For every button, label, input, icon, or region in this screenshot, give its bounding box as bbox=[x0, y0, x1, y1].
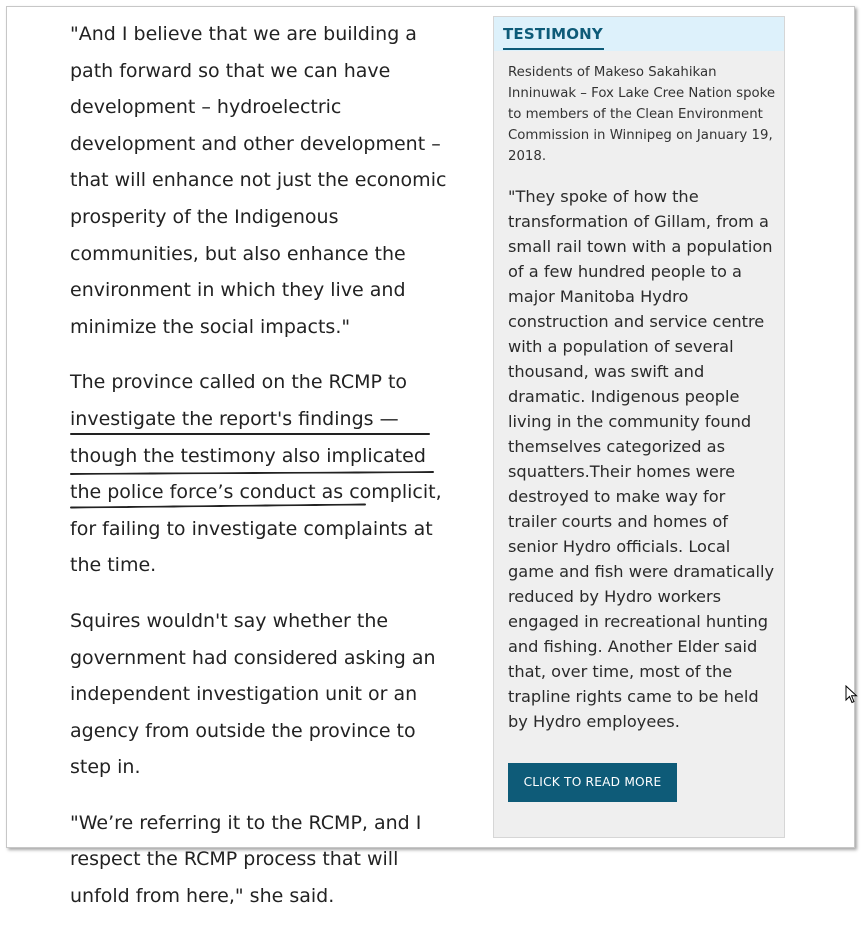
testimony-sidebar bbox=[493, 16, 785, 838]
sidebar-quote: "They spoke of how the transformation of Gillam, from a small rail town with a population of a few hundred people to a major Manitoba Hydro construction and service centre with a population of several thousand, was swift and dramatic. Indigenous people living in the community found themselves categorized as squatters.Their homes were destroyed to make way for trailer courts and homes of senior Hydro officials. Local game and fish were dramatically reduced by Hydro workers engaged in recreational hunting and fishing. Another Elder said that, over time, most of the trapline rights came to be held by Hydro employees. bbox=[508, 187, 775, 731]
underline-annotation bbox=[70, 433, 430, 435]
read-more-button[interactable]: CLICK TO READ MORE bbox=[508, 763, 677, 802]
sidebar-header bbox=[494, 17, 784, 51]
article-paragraph-quote: "And I believe that we are building a path forward so that we can have development – hydroelectric development and other development – that will enhance not just the economic prosperity of the Indigenous communities, but also enhance the environment in which they live and minimize the social impacts." bbox=[70, 23, 447, 338]
sidebar-intro: Residents of Makeso Sakahikan Inninuwak – Fox Lake Cree Nation spoke to members of the Clean Environment Commission in Winnipeg on January 19, 2018. bbox=[508, 65, 776, 164]
sidebar-title: TESTIMONY bbox=[503, 25, 603, 43]
article-paragraph-squires: Squires wouldn't say whether the government had considered asking an independent investigation unit or an agency from outside the province to step in. bbox=[70, 609, 436, 779]
sidebar-title-rule bbox=[503, 48, 604, 50]
article-paragraph-rcmp: The province called on the RCMP to investigate the report's findings — though the testimony also implicated the police force’s conduct as complicit, for failing to investigate complaints at the time. bbox=[70, 371, 442, 577]
article-body bbox=[70, 16, 462, 934]
article-paragraph-referring: "We’re referring it to the RCMP, and I respect the RCMP process that will unfold from here," she said. bbox=[70, 811, 422, 908]
mouse-pointer-icon bbox=[845, 685, 859, 705]
